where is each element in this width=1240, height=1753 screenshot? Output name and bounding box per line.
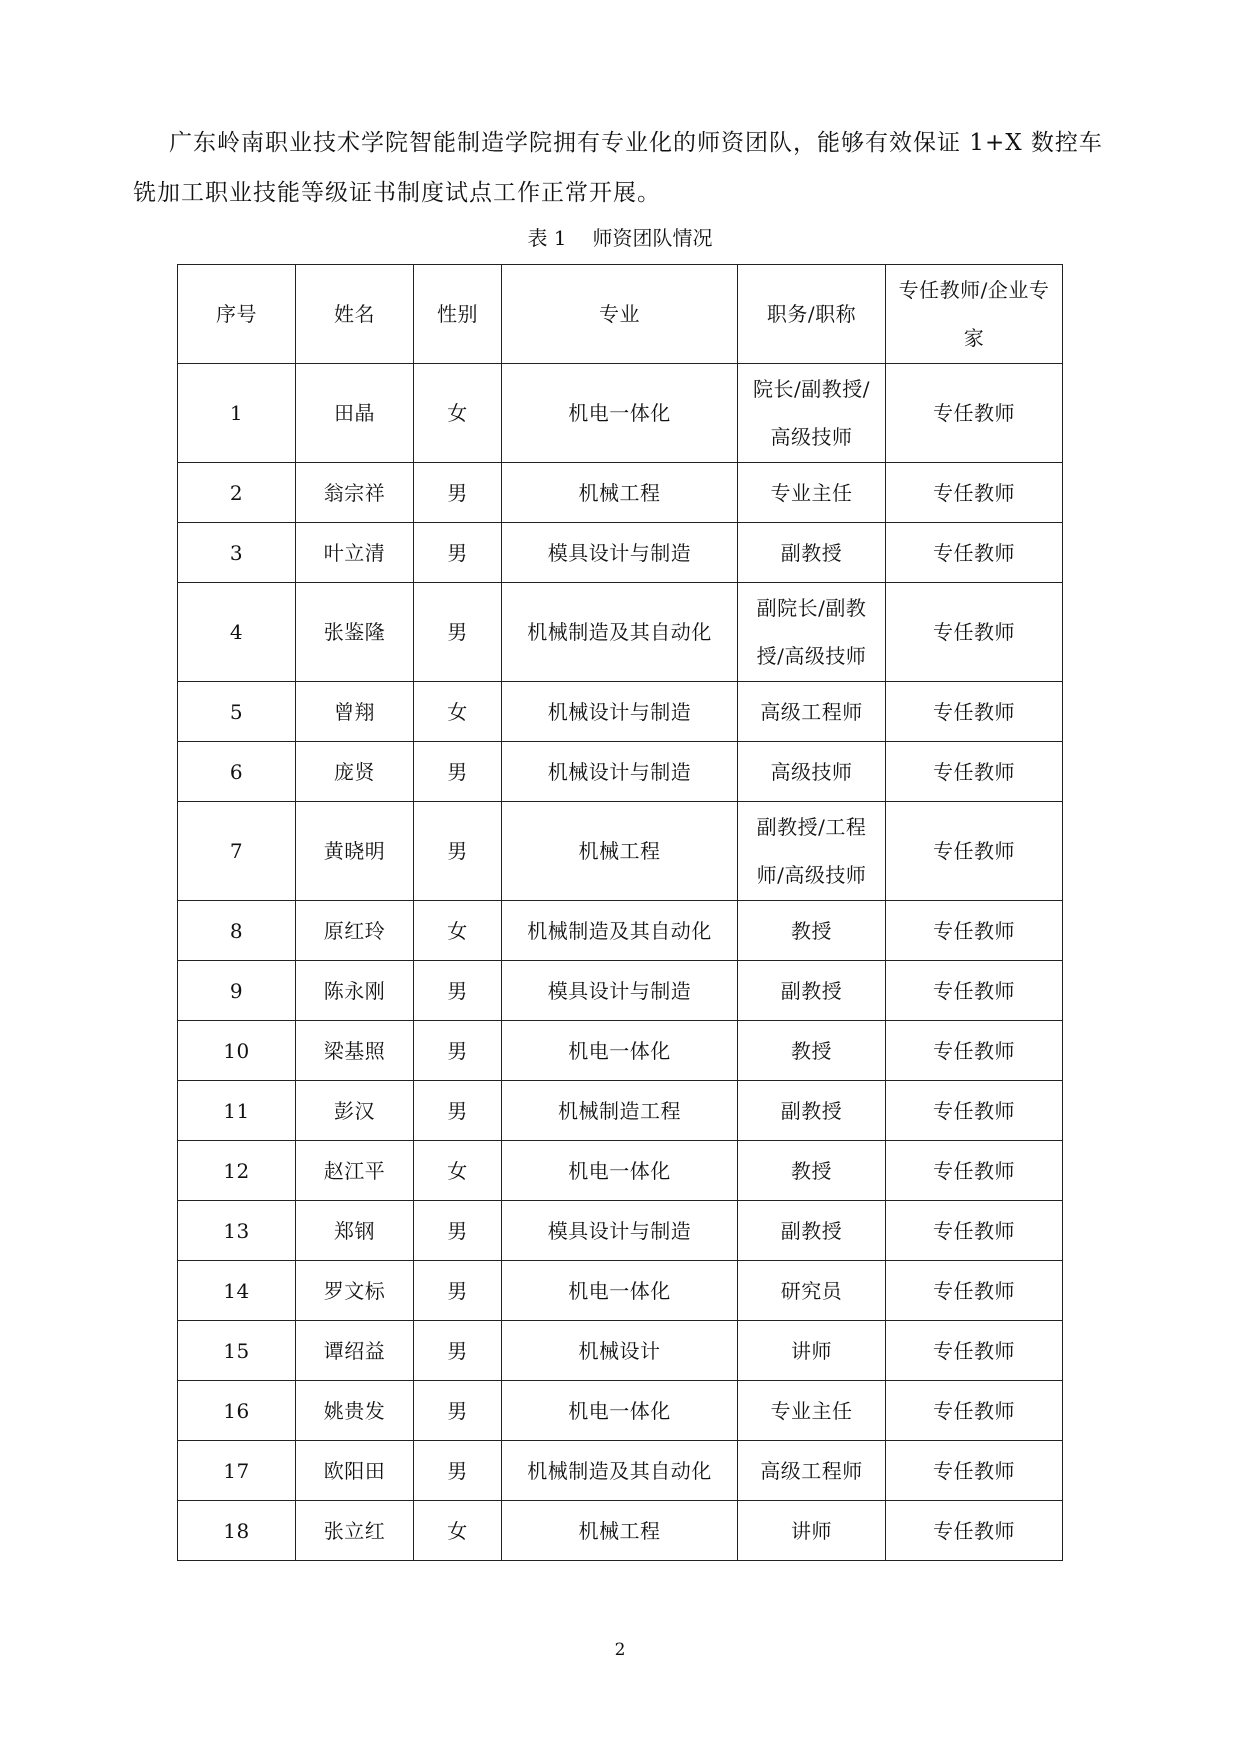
- cell-title: 讲师: [738, 1501, 886, 1561]
- cell-title: 讲师: [738, 1321, 886, 1381]
- cell-name: 欧阳田: [296, 1441, 414, 1501]
- cell-major: 机电一体化: [502, 1141, 738, 1201]
- cell-title: 院长/副教授/高级技师: [738, 364, 886, 463]
- table-row: [178, 463, 1063, 523]
- header-type: 专任教师/企业专家: [886, 265, 1063, 364]
- cell-index: 14: [178, 1261, 296, 1321]
- cell-name: 庞贤: [296, 742, 414, 802]
- cell-title: 副教授: [738, 523, 886, 583]
- cell-gender: 男: [414, 1021, 502, 1081]
- cell-name: 翁宗祥: [296, 463, 414, 523]
- cell-major: 模具设计与制造: [502, 523, 738, 583]
- cell-name: 谭绍益: [296, 1321, 414, 1381]
- cell-type: 专任教师: [886, 1261, 1063, 1321]
- cell-major: 机械制造及其自动化: [502, 901, 738, 961]
- table-body: [178, 364, 1063, 1561]
- cell-type: 专任教师: [886, 742, 1063, 802]
- cell-title: 教授: [738, 1141, 886, 1201]
- cell-index: 11: [178, 1081, 296, 1141]
- cell-major: 机械设计与制造: [502, 742, 738, 802]
- table-row: [178, 1441, 1063, 1501]
- table-row: [178, 802, 1063, 901]
- table-row: [178, 1381, 1063, 1441]
- cell-type: 专任教师: [886, 682, 1063, 742]
- cell-name: 田晶: [296, 364, 414, 463]
- page-number: 2: [614, 1640, 626, 1660]
- cell-index: 18: [178, 1501, 296, 1561]
- table-row: [178, 682, 1063, 742]
- cell-gender: 女: [414, 901, 502, 961]
- table-row: [178, 1201, 1063, 1261]
- cell-index: 5: [178, 682, 296, 742]
- cell-name: 罗文标: [296, 1261, 414, 1321]
- table-header-row: [178, 265, 1063, 364]
- table-row: [178, 1321, 1063, 1381]
- cell-title: 专业主任: [738, 463, 886, 523]
- table-row: [178, 742, 1063, 802]
- cell-gender: 男: [414, 1261, 502, 1321]
- cell-index: 17: [178, 1441, 296, 1501]
- cell-major: 机电一体化: [502, 1021, 738, 1081]
- cell-index: 4: [178, 583, 296, 682]
- table-row: [178, 1141, 1063, 1201]
- cell-index: 1: [178, 364, 296, 463]
- cell-title: 副院长/副教授/高级技师: [738, 583, 886, 682]
- cell-name: 姚贵发: [296, 1381, 414, 1441]
- cell-type: 专任教师: [886, 1141, 1063, 1201]
- cell-index: 7: [178, 802, 296, 901]
- table-row: [178, 961, 1063, 1021]
- header-title: 职务/职称: [738, 265, 886, 364]
- cell-index: 6: [178, 742, 296, 802]
- cell-name: 曾翔: [296, 682, 414, 742]
- cell-type: 专任教师: [886, 463, 1063, 523]
- cell-name: 赵江平: [296, 1141, 414, 1201]
- cell-type: 专任教师: [886, 1501, 1063, 1561]
- table-row: [178, 523, 1063, 583]
- cell-major: 机电一体化: [502, 364, 738, 463]
- cell-name: 郑钢: [296, 1201, 414, 1261]
- cell-index: 15: [178, 1321, 296, 1381]
- cell-gender: 男: [414, 1381, 502, 1441]
- cell-type: 专任教师: [886, 523, 1063, 583]
- cell-major: 机械工程: [502, 463, 738, 523]
- cell-major: 机械制造及其自动化: [502, 583, 738, 682]
- intro-paragraph: 广东岭南职业技术学院智能制造学院拥有专业化的师资团队，能够有效保证 1+X 数控车铣加工职业技能等级证书制度试点工作正常开展。: [133, 130, 1103, 206]
- cell-name: 原红玲: [296, 901, 414, 961]
- cell-gender: 女: [414, 364, 502, 463]
- cell-gender: 男: [414, 523, 502, 583]
- table-row: [178, 901, 1063, 961]
- cell-index: 9: [178, 961, 296, 1021]
- cell-title: 教授: [738, 1021, 886, 1081]
- cell-name: 张立红: [296, 1501, 414, 1561]
- cell-title: 副教授: [738, 961, 886, 1021]
- table-row: [178, 1501, 1063, 1561]
- cell-title: 副教授: [738, 1081, 886, 1141]
- cell-type: 专任教师: [886, 802, 1063, 901]
- cell-name: 梁基照: [296, 1021, 414, 1081]
- header-gender: 性别: [414, 265, 502, 364]
- cell-gender: 男: [414, 802, 502, 901]
- cell-title: 副教授/工程师/高级技师: [738, 802, 886, 901]
- table-row: [178, 583, 1063, 682]
- cell-name: 黄晓明: [296, 802, 414, 901]
- cell-type: 专任教师: [886, 1321, 1063, 1381]
- table-caption: [0, 224, 1240, 252]
- cell-major: 机电一体化: [502, 1261, 738, 1321]
- cell-index: 10: [178, 1021, 296, 1081]
- cell-index: 12: [178, 1141, 296, 1201]
- cell-type: 专任教师: [886, 961, 1063, 1021]
- cell-type: 专任教师: [886, 1201, 1063, 1261]
- header-name: 姓名: [296, 265, 414, 364]
- header-index: 序号: [178, 265, 296, 364]
- cell-title: 高级技师: [738, 742, 886, 802]
- cell-index: 13: [178, 1201, 296, 1261]
- cell-title: 专业主任: [738, 1381, 886, 1441]
- staff-table: [177, 264, 1063, 1561]
- cell-type: 专任教师: [886, 1381, 1063, 1441]
- cell-index: 16: [178, 1381, 296, 1441]
- cell-title: 副教授: [738, 1201, 886, 1261]
- cell-name: 张鉴隆: [296, 583, 414, 682]
- table-caption-number: 表 1: [527, 226, 567, 250]
- cell-index: 8: [178, 901, 296, 961]
- cell-name: 叶立清: [296, 523, 414, 583]
- cell-major: 机械制造工程: [502, 1081, 738, 1141]
- cell-major: 机械设计与制造: [502, 682, 738, 742]
- cell-index: 2: [178, 463, 296, 523]
- cell-gender: 男: [414, 1321, 502, 1381]
- cell-major: 模具设计与制造: [502, 961, 738, 1021]
- cell-major: 机械工程: [502, 802, 738, 901]
- cell-title: 研究员: [738, 1261, 886, 1321]
- cell-type: 专任教师: [886, 1021, 1063, 1081]
- cell-gender: 男: [414, 1201, 502, 1261]
- cell-major: 机械工程: [502, 1501, 738, 1561]
- table-caption-title: 师资团队情况: [592, 226, 713, 250]
- cell-title: 高级工程师: [738, 1441, 886, 1501]
- cell-name: 陈永刚: [296, 961, 414, 1021]
- cell-major: 机械制造及其自动化: [502, 1441, 738, 1501]
- cell-name: 彭汉: [296, 1081, 414, 1141]
- cell-gender: 女: [414, 682, 502, 742]
- cell-index: 3: [178, 523, 296, 583]
- cell-title: 高级工程师: [738, 682, 886, 742]
- cell-gender: 男: [414, 463, 502, 523]
- cell-type: 专任教师: [886, 1081, 1063, 1141]
- cell-gender: 男: [414, 1081, 502, 1141]
- table-row: [178, 364, 1063, 463]
- cell-type: 专任教师: [886, 901, 1063, 961]
- cell-gender: 男: [414, 961, 502, 1021]
- cell-type: 专任教师: [886, 1441, 1063, 1501]
- cell-gender: 女: [414, 1141, 502, 1201]
- table-row: [178, 1081, 1063, 1141]
- cell-type: 专任教师: [886, 583, 1063, 682]
- cell-gender: 男: [414, 742, 502, 802]
- cell-gender: 女: [414, 1501, 502, 1561]
- table-row: [178, 1261, 1063, 1321]
- cell-gender: 男: [414, 583, 502, 682]
- cell-major: 机械设计: [502, 1321, 738, 1381]
- cell-major: 机电一体化: [502, 1381, 738, 1441]
- cell-major: 模具设计与制造: [502, 1201, 738, 1261]
- header-major: 专业: [502, 265, 738, 364]
- cell-gender: 男: [414, 1441, 502, 1501]
- cell-type: 专任教师: [886, 364, 1063, 463]
- table-row: [178, 1021, 1063, 1081]
- cell-title: 教授: [738, 901, 886, 961]
